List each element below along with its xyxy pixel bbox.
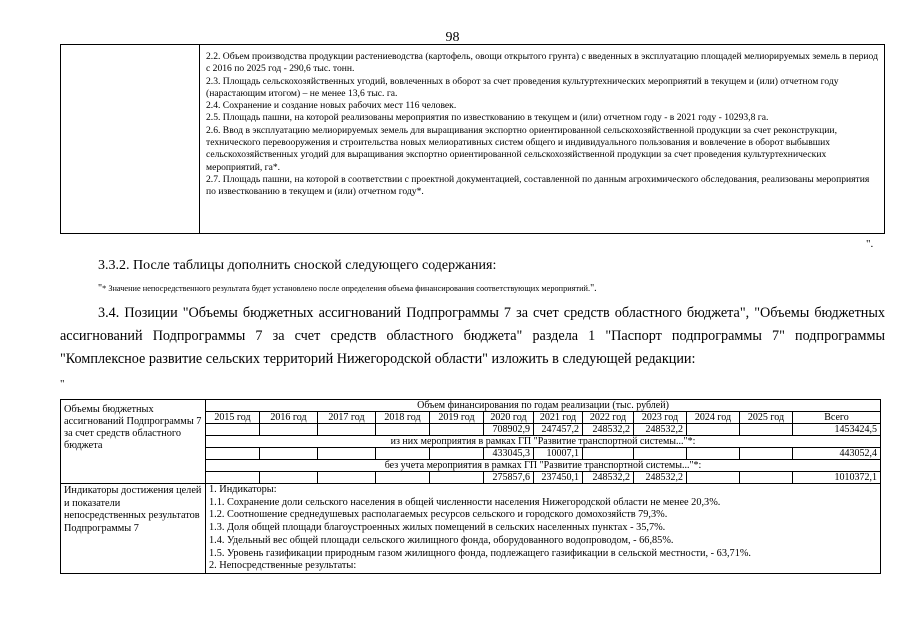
- value-cell: [260, 424, 318, 436]
- value-cell: [260, 448, 318, 460]
- year-cell-total: Всего: [793, 412, 881, 424]
- value-cell: [430, 472, 484, 484]
- value-cell: [318, 448, 376, 460]
- value-cell: [376, 424, 430, 436]
- budget-label: Объемы бюджетных ассигнований Подпрограммы 7 за счет средств областного бюджета: [61, 400, 206, 484]
- year-cell: 2022 год: [583, 412, 634, 424]
- indicator-line: 1.1. Сохранение доли сельского населения в общей численности населения Нижегородской области не менее 20,3%.: [209, 496, 721, 508]
- paragraph-3-4-text: 3.4. Позиции "Объемы бюджетных ассигнований Подпрограммы 7 за счет средств областного бюджета", "Объемы бюджетных ассигнований Подпрограммы 7 за счет средств областного бюджета" раздела 1 "Паспорт подпрограммы 7" подпрограммы "Комплексное развитие сельских территорий Нижегородской области" изложить в следующей редакции:: [60, 305, 885, 367]
- footnote-open-quote: ": [98, 283, 103, 294]
- value-cell: [430, 424, 484, 436]
- subheader-transport: из них мероприятия в рамках ГП "Развитие транспортной системы..."*:: [206, 436, 881, 448]
- value-cell: 275857,6: [484, 472, 534, 484]
- footnote-line: [98, 283, 597, 294]
- indicators-list: [206, 484, 881, 574]
- value-cell: 248532,2: [583, 472, 634, 484]
- value-cell: [740, 472, 793, 484]
- page-number: 98: [445, 30, 460, 45]
- result-item: 2.5. Площадь пашни, на которой реализованы мероприятия по известкованию в текущем и (или) отчетном году - в 2021 году - 10293,8 га.: [206, 112, 769, 124]
- value-cell: [206, 448, 260, 460]
- value-cell: 247457,2: [534, 424, 583, 436]
- value-cell: [740, 448, 793, 460]
- year-cell: 2024 год: [687, 412, 740, 424]
- value-cell: [318, 424, 376, 436]
- year-cell: 2023 год: [634, 412, 687, 424]
- footnote-text: * Значение непосредственного результата будет установлено после определения объема финансирования соответствующих мероприятий.: [102, 284, 591, 293]
- value-cell: 10007,1: [534, 448, 583, 460]
- indicator-line: 1.4. Удельный вес общей площади сельского жилищного фонда, оборудованного водопроводом, - 66,85%.: [209, 534, 674, 546]
- value-cell: [376, 448, 430, 460]
- value-cell: 248532,2: [634, 472, 687, 484]
- value-cell: 248532,2: [634, 424, 687, 436]
- indicators-label: Индикаторы достижения целей и показатели непосредственных результатов Подпрограммы 7: [61, 484, 206, 574]
- value-cell: [318, 472, 376, 484]
- value-cell: [634, 448, 687, 460]
- indicator-line: 1.5. Уровень газификации природным газом жилищного фонда, подлежащего газификации в сельской местности, - 63,71%.: [209, 547, 751, 559]
- value-cell: 237450,1: [534, 472, 583, 484]
- value-cell: [206, 424, 260, 436]
- result-item: 2.7. Площадь пашни, на которой в соответствии с проектной документацией, составленной по данным агрохимического обследования, реализованы мероприятия по известкованию в текущем и (или) отчетном году*.: [206, 173, 870, 198]
- indicator-line: 1.2. Соотношение среднедушевых располагаемых ресурсов сельского и городского домохозяйств 79,3%.: [209, 509, 668, 521]
- year-cell: 2021 год: [534, 412, 583, 424]
- indicator-line: 1. Индикаторы:: [209, 484, 277, 495]
- value-cell: 433045,3: [484, 448, 534, 460]
- value-cell: [687, 472, 740, 484]
- year-cell: 2025 год: [740, 412, 793, 424]
- value-cell: [376, 472, 430, 484]
- results-table-continuation: [60, 44, 885, 234]
- opening-quote: ": [60, 378, 65, 390]
- passport-table: [60, 399, 881, 574]
- year-cell: 2019 год: [430, 412, 484, 424]
- year-cell: 2015 год: [206, 412, 260, 424]
- year-cell: 2016 год: [260, 412, 318, 424]
- result-item: 2.4. Сохранение и создание новых рабочих мест 116 человек.: [206, 100, 457, 112]
- paragraph-3-3-2: 3.3.2. После таблицы дополнить сноской следующего содержания:: [98, 258, 497, 273]
- value-cell: [260, 472, 318, 484]
- subheader-without-transport: без учета мероприятия в рамках ГП "Развитие транспортной системы..."*:: [206, 460, 881, 472]
- paragraph-3-4: [60, 302, 885, 371]
- results-list: [206, 51, 878, 199]
- value-cell: 708902,9: [484, 424, 534, 436]
- closing-quote: ".: [866, 238, 874, 250]
- footnote-close-quote: ".: [590, 283, 597, 294]
- budget-header: Объем финансирования по годам реализации (тыс. рублей): [206, 400, 881, 412]
- year-cell: 2020 год: [484, 412, 534, 424]
- value-cell: 248532,2: [583, 424, 634, 436]
- result-item: 2.3. Площадь сельскохозяйственных угодий, вовлеченных в оборот за счет проведения культуртехнических мероприятий в текущем и (или) отчетном году (нарастающим итогом) – не менее 13,6 тыс. га.: [206, 75, 839, 99]
- result-item: 2.6. Ввод в эксплуатацию мелиорируемых земель для выращивания экспортно ориентированной сельскохозяйственной продукции за счет реконструкции, технического перевооружения и строительства новых мелиоративных систем общего и индивидуального пользования и вовлечение в оборот выбывших сельскохозяйственных угодий для выращивания экспортно ориентированной сельскохозяйственной продукции за счет проведения культуртехнических мероприятий, га*.: [206, 124, 837, 173]
- value-cell: [687, 424, 740, 436]
- result-item: 2.2. Объем производства продукции растениеводства (картофель, овощи открытого грунта) с введенных в эксплуатацию площадей мелиорируемых земель в период с 2016 по 2025 год - 290,6 тыс. тонн.: [206, 51, 878, 75]
- value-cell: [206, 472, 260, 484]
- value-cell: [687, 448, 740, 460]
- value-cell: [583, 448, 634, 460]
- value-cell: [430, 448, 484, 460]
- indicator-line: 1.3. Доля общей площади благоустроенных жилых помещений в сельских населенных пунктах - 35,7%.: [209, 522, 666, 534]
- year-cell: 2017 год: [318, 412, 376, 424]
- value-cell: [740, 424, 793, 436]
- results-table-empty-cell: [61, 45, 200, 233]
- value-cell-total: 443052,4: [793, 448, 881, 460]
- indicator-line: 2. Непосредственные результаты:: [209, 560, 357, 572]
- value-cell-total: 1010372,1: [793, 472, 881, 484]
- value-cell-total: 1453424,5: [793, 424, 881, 436]
- year-cell: 2018 год: [376, 412, 430, 424]
